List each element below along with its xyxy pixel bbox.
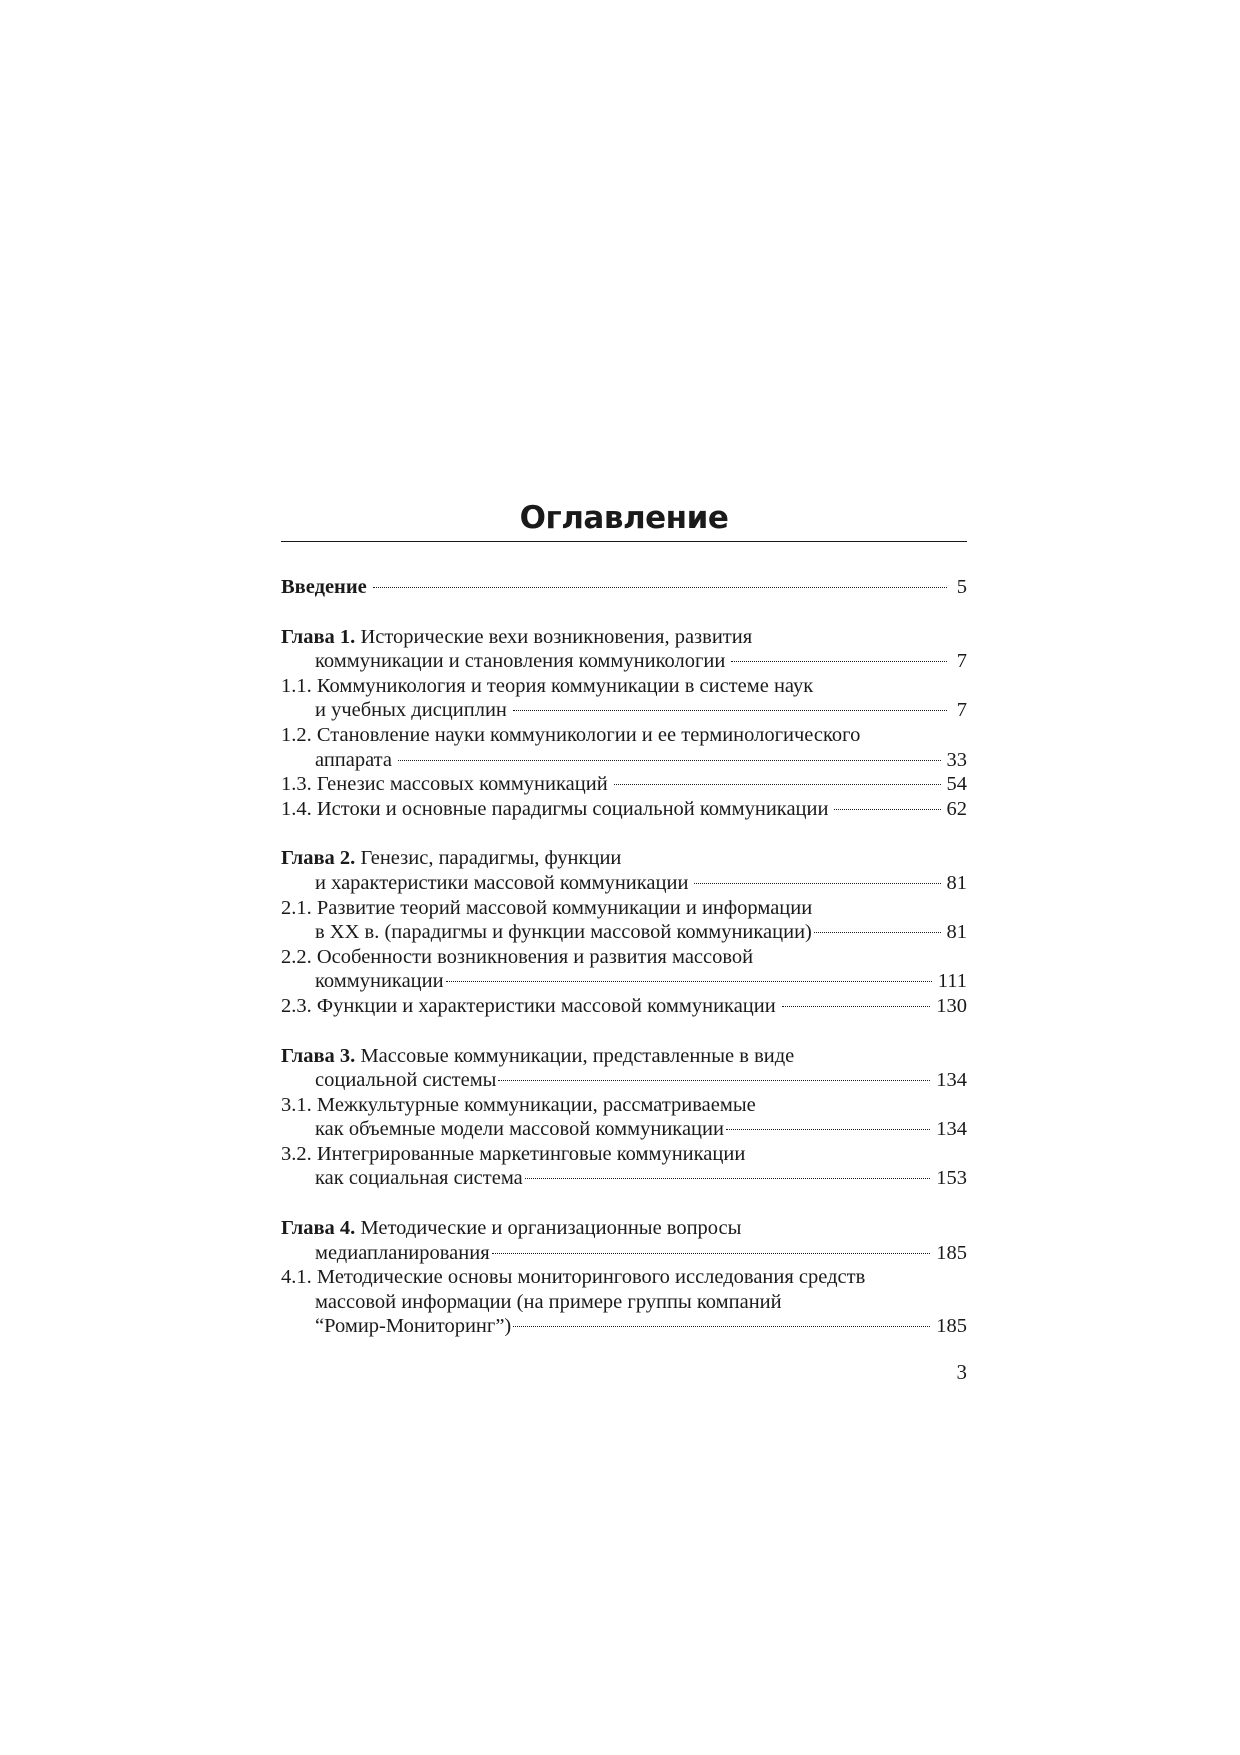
chapter-title-line: Исторические вехи возникновения, развития	[360, 625, 753, 648]
toc-chapter-3	[281, 1044, 967, 1192]
toc-page-ref: 81	[946, 871, 967, 894]
dot-leader	[498, 1080, 930, 1081]
section-title-line: 1.3. Генезис массовых коммуникаций	[281, 773, 608, 796]
section-title-line: и учебных дисциплин	[315, 699, 507, 722]
toc-page-ref: 7	[956, 699, 967, 722]
toc-entry-section	[281, 945, 967, 994]
chapter-label: Глава 3.	[281, 1044, 356, 1067]
section-title-line: массовой информации (на примере группы компаний	[315, 1290, 782, 1313]
toc-entry-section	[281, 1093, 967, 1142]
section-title-line: 4.1. Методические основы мониторингового исследования средств	[281, 1266, 866, 1289]
toc-entry-section	[281, 797, 967, 822]
dot-leader	[513, 1326, 930, 1327]
toc-page-ref: 33	[946, 748, 967, 771]
toc-chapter-4	[281, 1216, 967, 1339]
dot-leader	[398, 760, 941, 761]
section-title-line: как социальная система	[315, 1167, 523, 1190]
chapter-title-line: коммуникации и становления коммуникологии	[315, 650, 726, 673]
chapter-label: Глава 1.	[281, 625, 356, 648]
toc-page-ref: 7	[956, 650, 967, 673]
toc-entry-intro	[281, 575, 967, 600]
toc-entry-chapter	[281, 625, 967, 674]
table-of-contents	[281, 575, 967, 1339]
toc-entry-section	[281, 772, 967, 797]
chapter-title-line: социальной системы	[315, 1069, 497, 1092]
section-title-line: 1.2. Становление науки коммуникологии и ее терминологического	[281, 723, 861, 746]
chapter-title-line: Методические и организационные вопросы	[360, 1217, 742, 1240]
toc-page-ref: 5	[956, 576, 967, 598]
section-title-line: как объемные модели массовой коммуникации	[315, 1118, 724, 1141]
toc-page-ref: 111	[937, 970, 967, 993]
toc-entry-section	[281, 723, 967, 772]
toc-entry-section	[281, 1142, 967, 1191]
dot-leader	[513, 710, 947, 711]
dot-leader	[446, 981, 932, 982]
dot-leader	[834, 809, 940, 810]
dot-leader	[373, 587, 947, 588]
section-title-line: 1.1. Коммуникология и теория коммуникации в системе наук	[281, 674, 814, 697]
section-title-line: 2.3. Функции и характеристики массовой коммуникации	[281, 994, 776, 1017]
chapter-label: Глава 2.	[281, 847, 356, 870]
chapter-title-line: Генезис, парадигмы, функции	[360, 847, 622, 870]
title-rule	[281, 541, 967, 542]
toc-chapter-2	[281, 846, 967, 1018]
toc-page-ref: 81	[946, 921, 967, 944]
dot-leader	[694, 883, 940, 884]
toc-page-ref: 153	[936, 1167, 967, 1190]
toc-entry-section	[281, 994, 967, 1019]
toc-entry-chapter	[281, 846, 967, 895]
toc-entry-section	[281, 896, 967, 945]
toc-page-ref: 185	[936, 1315, 967, 1338]
chapter-label: Глава 4.	[281, 1217, 356, 1240]
chapter-title-line: Массовые коммуникации, представленные в виде	[360, 1044, 795, 1067]
toc-page-ref: 134	[936, 1069, 967, 1092]
dot-leader	[731, 661, 947, 662]
toc-page-ref: 62	[946, 797, 967, 820]
dot-leader	[492, 1253, 931, 1254]
dot-leader	[525, 1178, 930, 1179]
toc-entry-chapter	[281, 1216, 967, 1265]
toc-entry-section	[281, 1265, 967, 1339]
section-title-line: 2.2. Особенности возникновения и развития массовой	[281, 945, 754, 968]
section-title-line: 3.2. Интегрированные маркетинговые коммуникации	[281, 1142, 746, 1165]
dot-leader	[814, 932, 941, 933]
toc-page	[281, 498, 967, 1364]
section-title-line: коммуникации	[315, 970, 444, 993]
dot-leader	[614, 784, 941, 785]
section-title-line: в XX в. (парадигмы и функции массовой коммуникации)	[315, 921, 812, 944]
chapter-title-line: и характеристики массовой коммуникации	[315, 871, 689, 894]
toc-entry-label: Введение	[281, 576, 367, 598]
toc-page-ref: 134	[936, 1118, 967, 1141]
page-number: 3	[956, 1360, 967, 1384]
toc-intro-group	[281, 575, 967, 600]
page-title: Оглавление	[519, 500, 729, 536]
section-title-line: 3.1. Межкультурные коммуникации, рассматриваемые	[281, 1093, 756, 1116]
dot-leader	[782, 1006, 931, 1007]
section-title-line: “Ромир-Мониторинг”)	[315, 1315, 512, 1338]
dot-leader	[726, 1129, 930, 1130]
toc-page-ref: 54	[946, 773, 967, 796]
section-title-line: аппарата	[315, 748, 392, 771]
chapter-title-line: медиапланирования	[315, 1241, 490, 1264]
toc-page-ref: 130	[936, 994, 967, 1017]
section-title-line: 2.1. Развитие теорий массовой коммуникации и информации	[281, 896, 813, 919]
toc-entry-chapter	[281, 1044, 967, 1093]
toc-chapter-1	[281, 625, 967, 822]
toc-page-ref: 185	[936, 1241, 967, 1264]
toc-entry-section	[281, 674, 967, 723]
section-title-line: 1.4. Истоки и основные парадигмы социальной коммуникации	[281, 797, 829, 820]
